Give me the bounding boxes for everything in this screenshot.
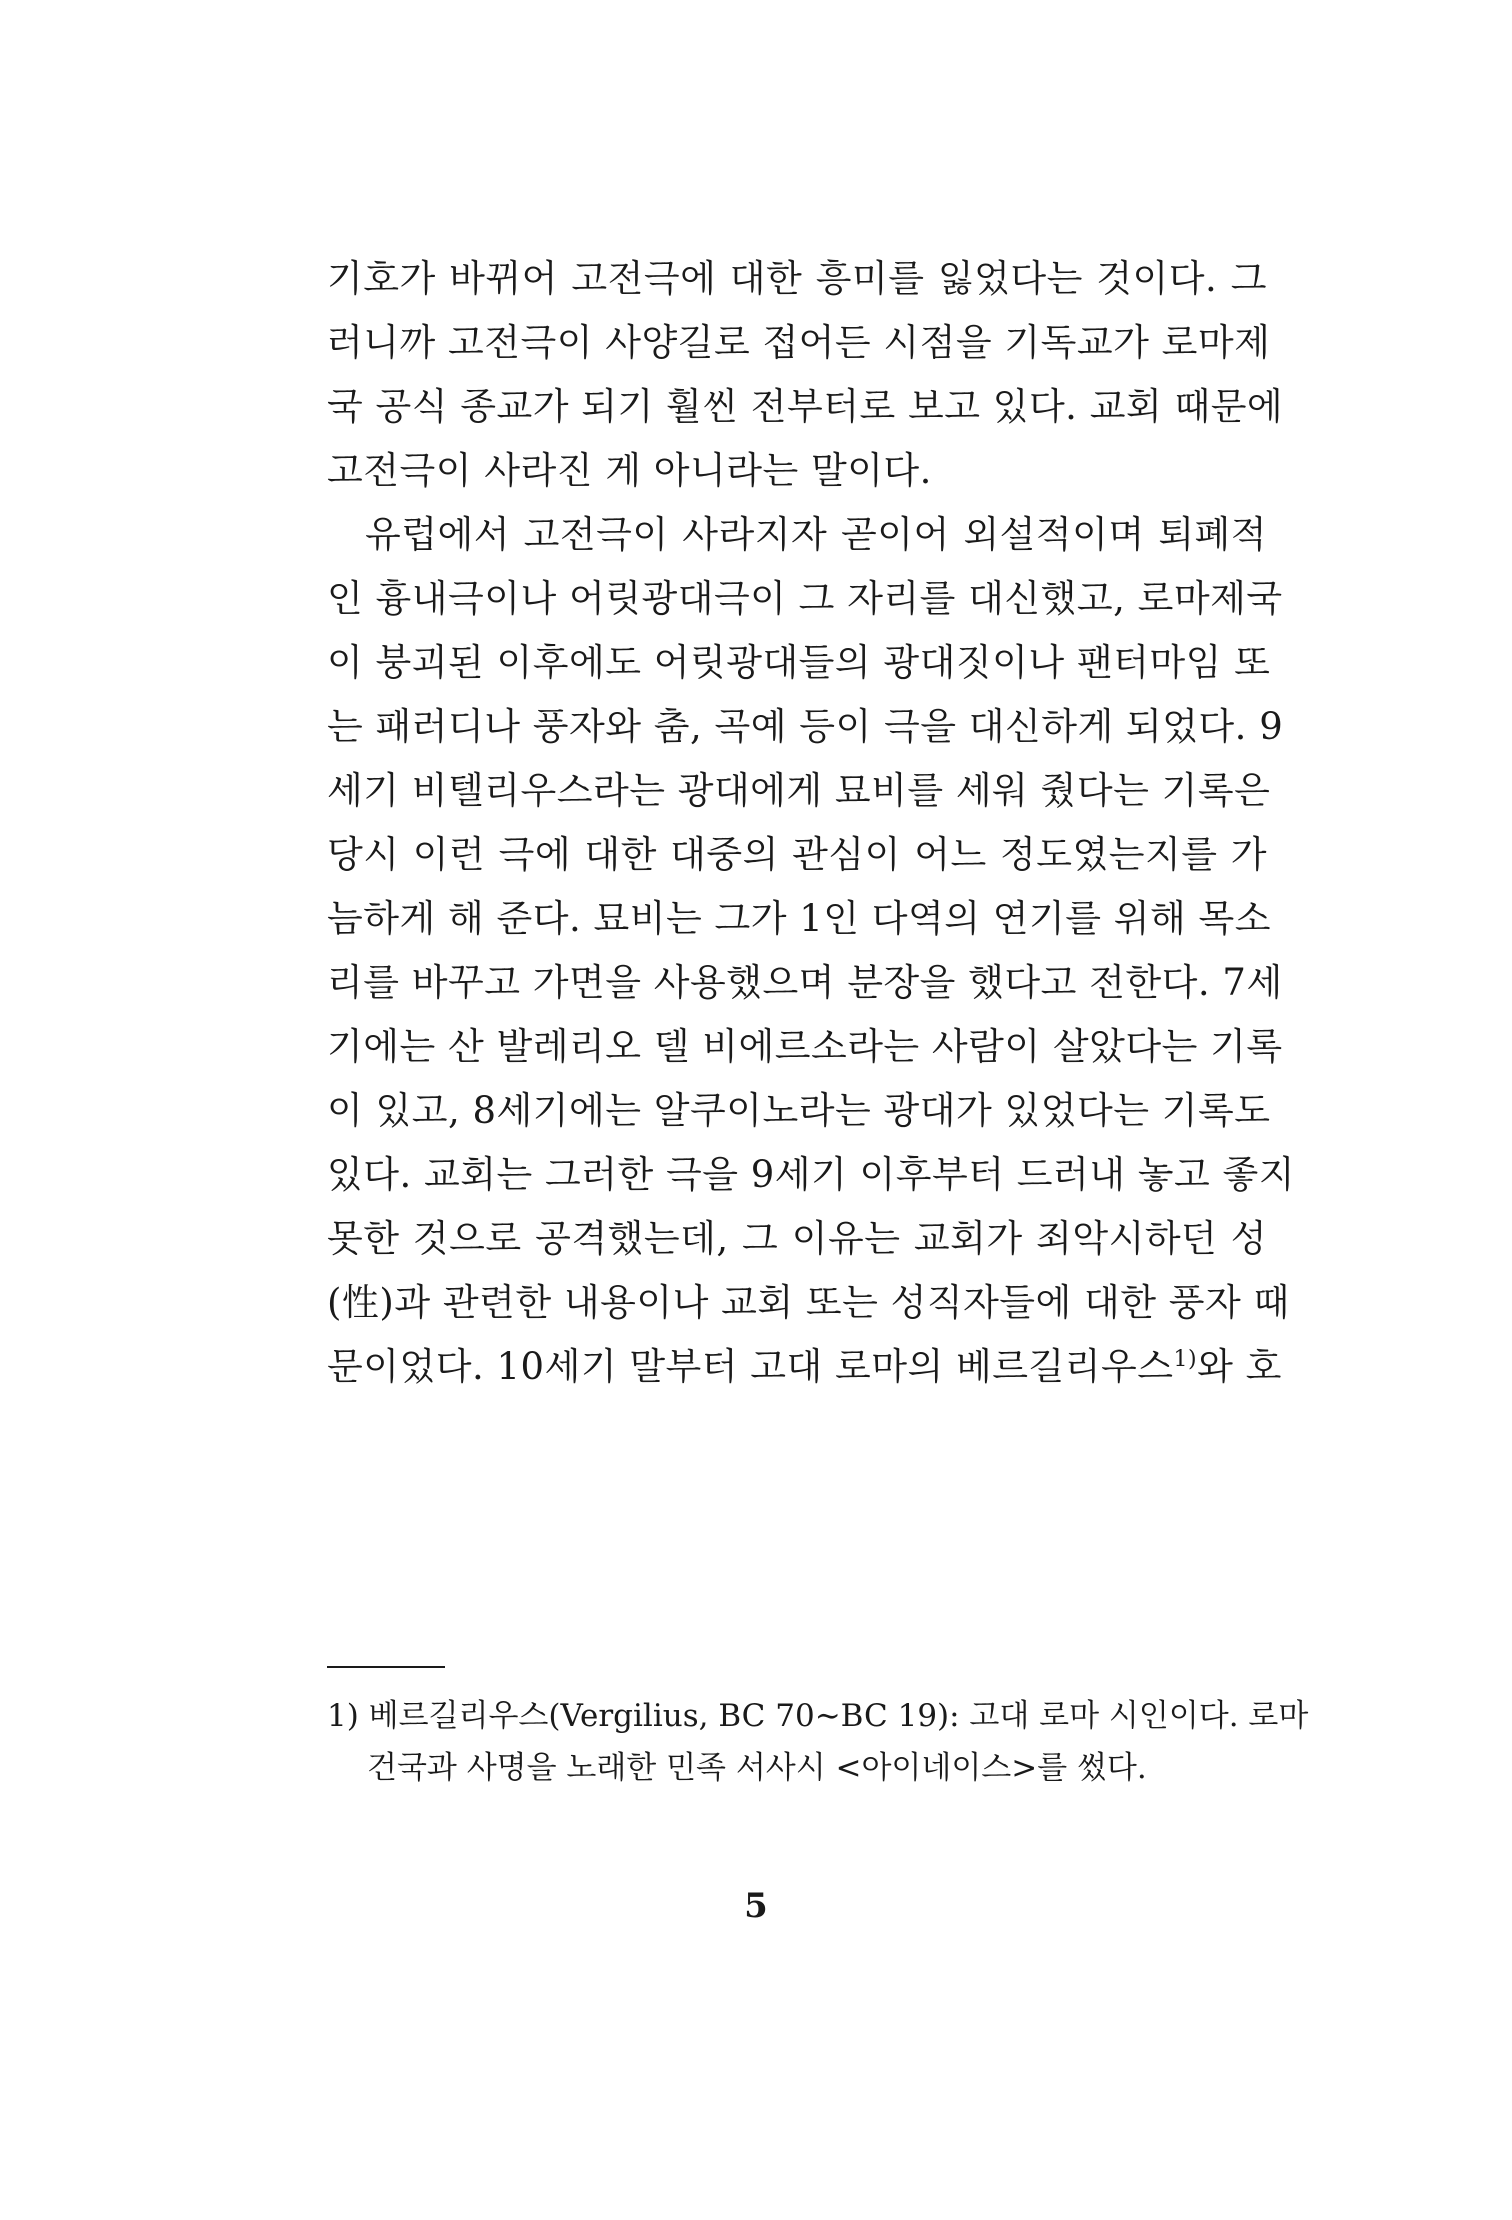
text-line: 이 붕괴된 이후에도 어릿광대들의 광대짓이나 팬터마임 또 [327,641,1271,684]
text-line: 늠하게 해 준다. 묘비는 그가 1인 다역의 연기를 위해 목소 [327,897,1271,940]
footnote-line: 건국과 사명을 노래한 민족 서사시 <아이네이스>를 썼다. [367,1750,1147,1786]
text-line: 러니까 고전극이 사양길로 접어든 시점을 기독교가 로마제 [327,321,1271,364]
footnote-line: 1) 베르길리우스(Vergilius, BC 70∼BC 19): 고대 로마 시인이다. 로마 [327,1698,1309,1734]
text-line: 못한 것으로 공격했는데, 그 이유는 교회가 죄악시하던 성 [327,1217,1267,1260]
page-number: 5 [744,1886,768,1926]
footnote-divider [327,1666,445,1668]
text-line-tail: 와 호 [1197,1345,1282,1388]
text-line: 국 공식 종교가 되기 훨씬 전부터로 보고 있다. 교회 때문에 [327,385,1284,428]
text-line: 고전극이 사라진 게 아니라는 말이다. [327,449,932,492]
text-line: 이 있고, 8세기에는 알쿠이노라는 광대가 있었다는 기록도 [327,1089,1271,1132]
text-line: 기에는 산 발레리오 델 비에르소라는 사람이 살았다는 기록 [327,1025,1283,1068]
text-line-head: 문이었다. 10세기 말부터 고대 로마의 베르길리우스 [327,1345,1174,1388]
text-line: 는 패러디나 풍자와 춤, 곡예 등이 극을 대신하게 되었다. 9 [327,705,1284,748]
text-line-last [327,1335,1282,1399]
text-line: 당시 이런 극에 대한 대중의 관심이 어느 정도였는지를 가 [327,833,1267,876]
body-text [327,247,1295,1399]
text-line: 인 흉내극이나 어릿광대극이 그 자리를 대신했고, 로마제국 [327,577,1283,620]
text-line: 리를 바꾸고 가면을 사용했으며 분장을 했다고 전한다. 7세 [327,961,1283,1004]
text-line: 기호가 바뀌어 고전극에 대한 흥미를 잃었다는 것이다. 그 [327,257,1267,300]
footnote [327,1690,1309,1794]
footnote-reference[interactable]: 1) [1173,1347,1198,1372]
text-line: 세기 비텔리우스라는 광대에게 묘비를 세워 줬다는 기록은 [327,769,1271,812]
text-line: 있다. 교회는 그러한 극을 9세기 이후부터 드러내 놓고 좋지 [327,1153,1295,1196]
text-line: 유럽에서 고전극이 사라지자 곧이어 외설적이며 퇴폐적 [365,513,1267,556]
text-line: (性)과 관련한 내용이나 교회 또는 성직자들에 대한 풍자 때 [327,1281,1290,1324]
